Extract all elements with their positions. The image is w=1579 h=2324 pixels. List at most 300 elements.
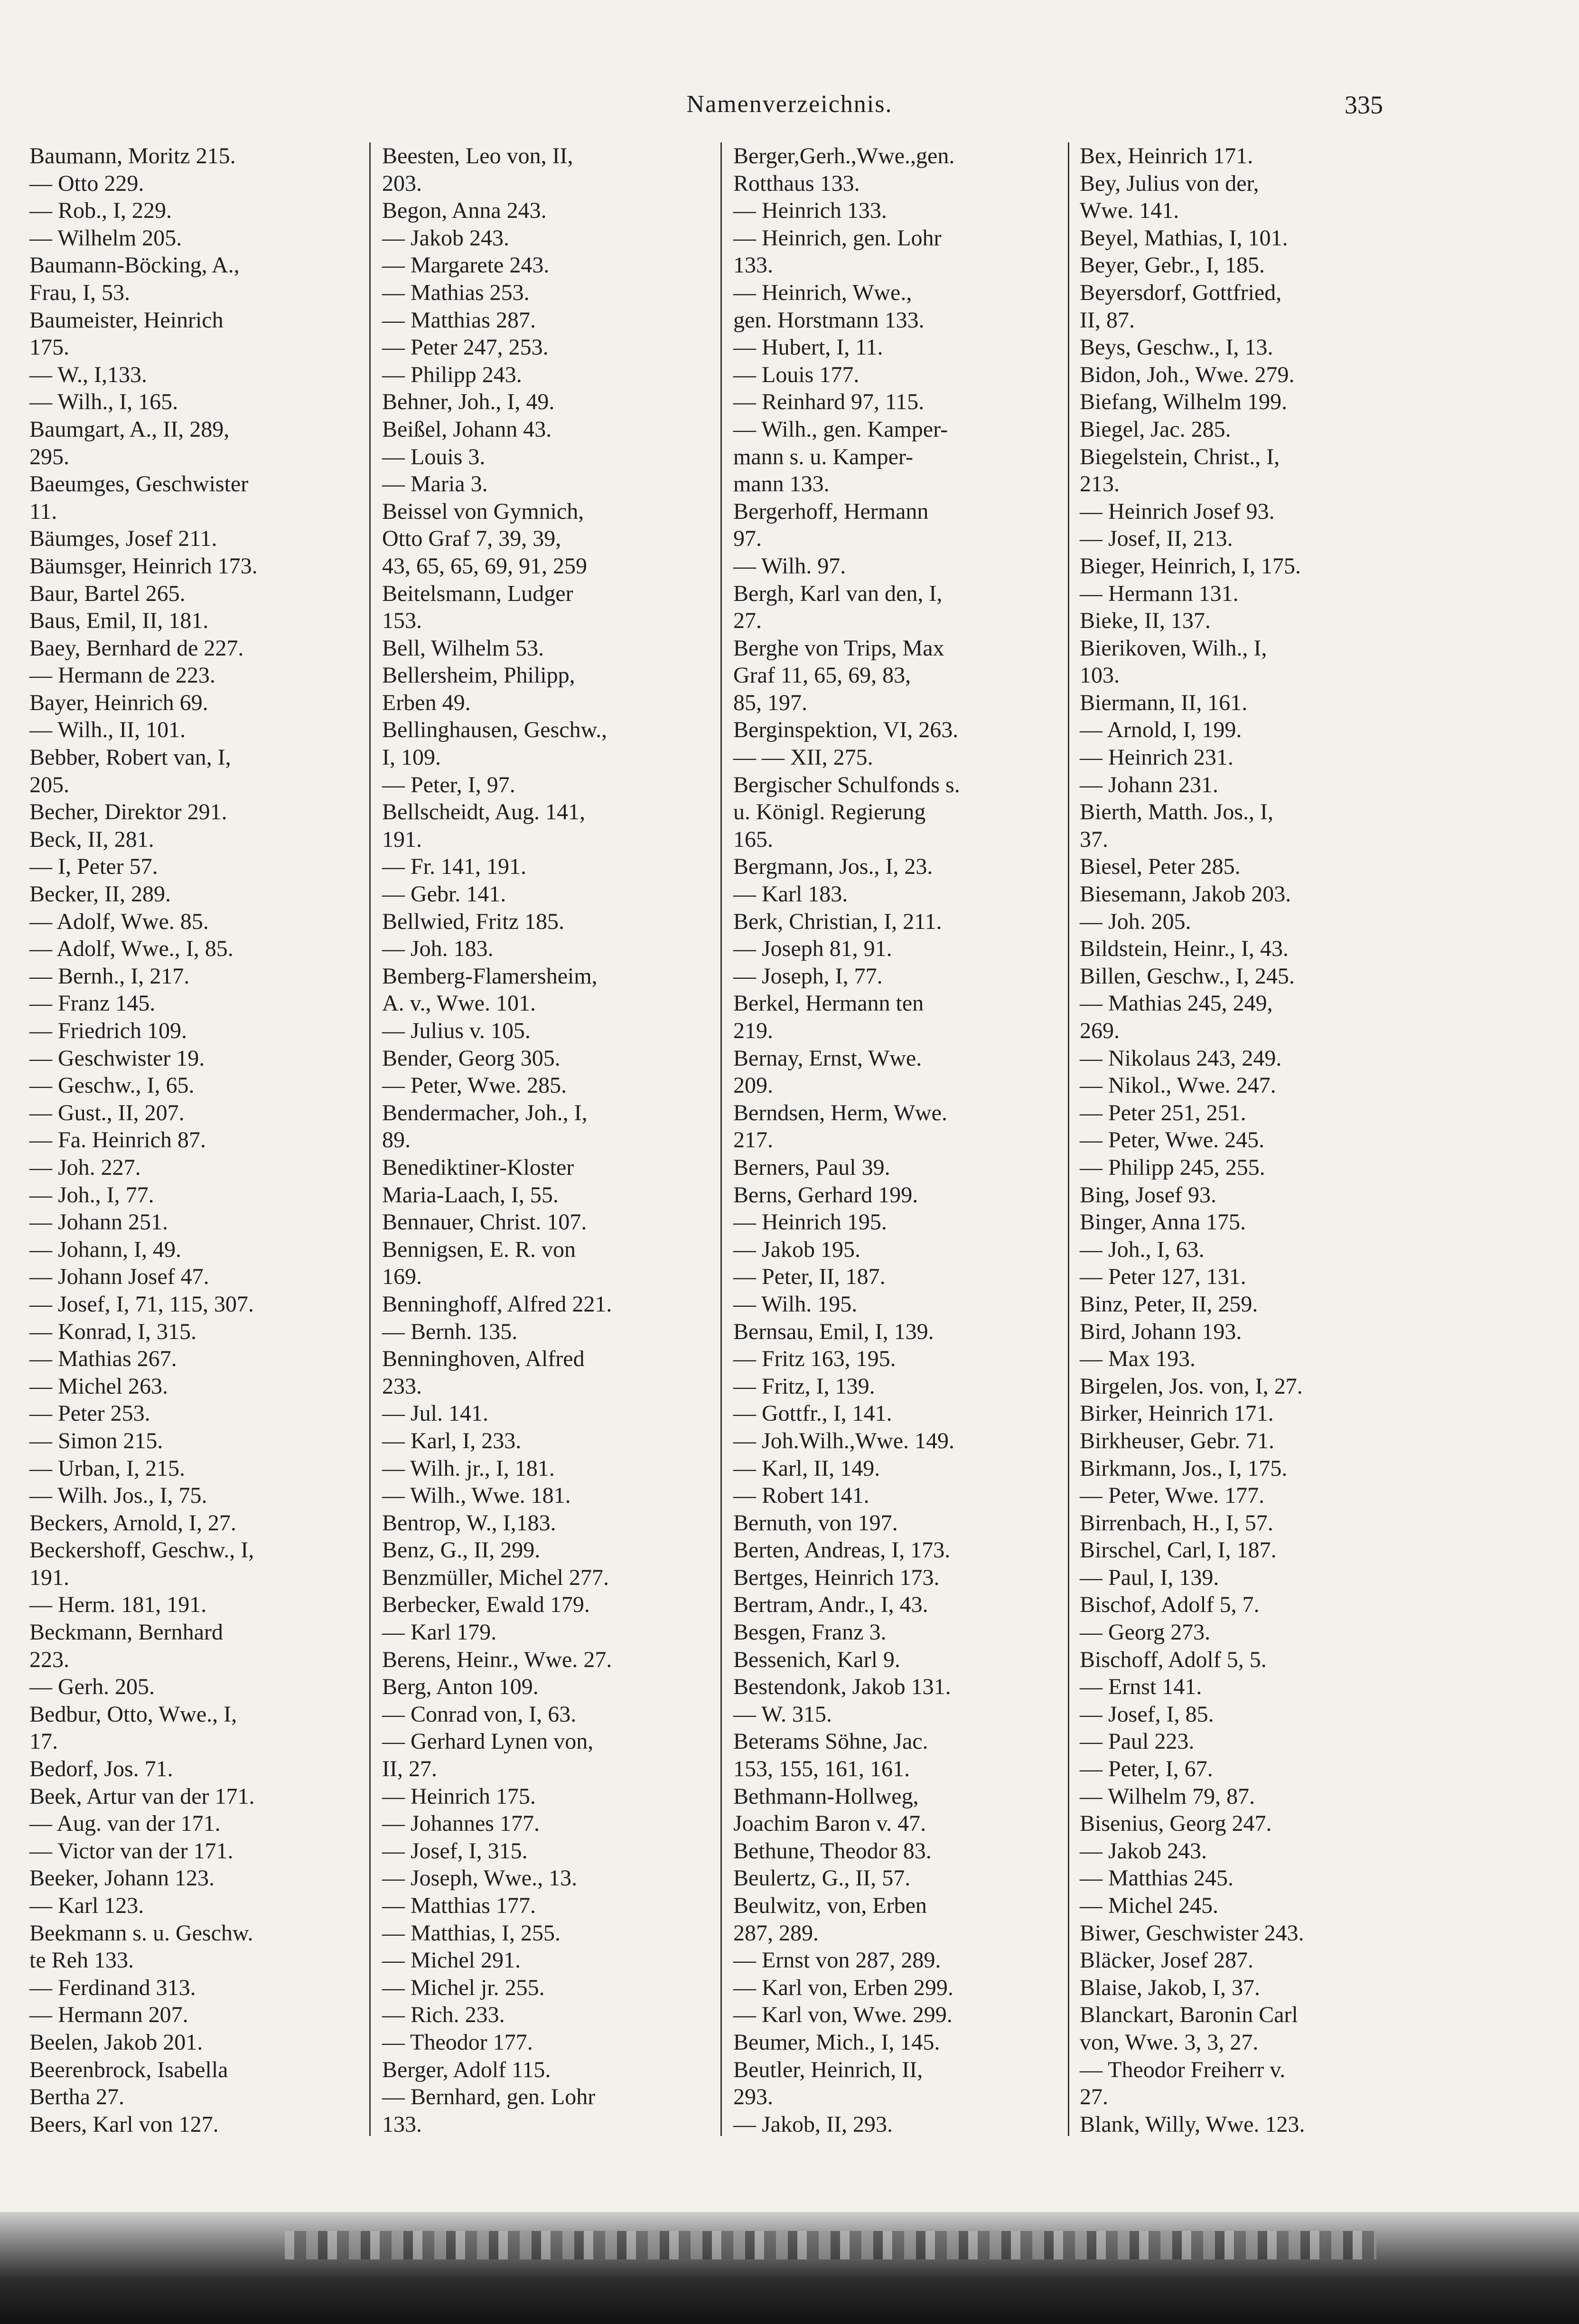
index-entry: — Josef, I, 315. bbox=[382, 1838, 528, 1864]
index-entry: Beerenbrock, Isabella bbox=[29, 2057, 228, 2082]
index-entry: 85, 197. bbox=[733, 690, 807, 715]
index-entry: Bendermacher, Joh., I, bbox=[382, 1100, 588, 1125]
index-entry: Bell, Wilhelm 53. bbox=[382, 635, 544, 661]
index-entry: 37. bbox=[1080, 826, 1108, 852]
index-entry: Baumgart, A., II, 289, bbox=[29, 416, 230, 442]
index-entry: — Hubert, I, 11. bbox=[733, 335, 883, 360]
index-entry: Bessenich, Karl 9. bbox=[733, 1647, 900, 1672]
index-entry: — Karl 123. bbox=[29, 1893, 144, 1918]
index-entry: — Urban, I, 215. bbox=[29, 1455, 185, 1481]
index-entry: — Joseph 81, 91. bbox=[733, 936, 892, 962]
index-entry: 269. bbox=[1080, 1018, 1120, 1043]
index-entry: — — XII, 275. bbox=[733, 745, 873, 770]
index-entry: Bedorf, Jos. 71. bbox=[29, 1756, 173, 1782]
index-entry: — Maria 3. bbox=[382, 471, 488, 497]
index-entry: — Hermann 207. bbox=[29, 2002, 188, 2028]
index-entry: I, 109. bbox=[382, 745, 441, 770]
index-entry: Blaise, Jakob, I, 37. bbox=[1080, 1975, 1260, 2000]
index-entry: — Johannes 177. bbox=[382, 1811, 540, 1837]
index-entry: Baur, Bartel 265. bbox=[29, 581, 186, 606]
index-entry: — Simon 215. bbox=[29, 1428, 163, 1453]
index-entry: — Julius v. 105. bbox=[382, 1018, 531, 1043]
index-entry: Beeker, Johann 123. bbox=[29, 1865, 215, 1891]
index-entry: — Peter, I, 97. bbox=[382, 772, 515, 797]
index-entry: Berginspektion, VI, 263. bbox=[733, 717, 959, 743]
index-entry: 133. bbox=[733, 253, 773, 278]
index-entry: Besgen, Franz 3. bbox=[733, 1620, 887, 1645]
index-entry: — Josef, II, 213. bbox=[1080, 526, 1233, 552]
index-entry: — Georg 273. bbox=[1080, 1620, 1211, 1645]
index-entry: — Mathias 267. bbox=[29, 1346, 177, 1372]
index-entry: — Karl 183. bbox=[733, 881, 848, 907]
index-entry: Bebber, Robert van, I, bbox=[29, 745, 231, 770]
index-entry: Maria-Laach, I, 55. bbox=[382, 1182, 559, 1208]
index-entry: Rotthaus 133. bbox=[733, 170, 860, 196]
index-entry: Benzmüller, Michel 277. bbox=[382, 1565, 609, 1590]
index-entry: II, 27. bbox=[382, 1756, 437, 1782]
index-entry: — Joseph, Wwe., 13. bbox=[382, 1865, 578, 1891]
index-entry: Blanckart, Baronin Carl bbox=[1080, 2002, 1298, 2028]
index-entry: — Gust., II, 207. bbox=[29, 1100, 185, 1125]
index-entry: Bieke, II, 137. bbox=[1080, 608, 1211, 634]
index-entry: Bethmann-Hollweg, bbox=[733, 1783, 919, 1809]
index-entry: 295. bbox=[29, 444, 69, 469]
index-entry: Bertha 27. bbox=[29, 2084, 124, 2110]
index-entry: — Matthias 245. bbox=[1080, 1865, 1233, 1891]
index-entry: — Ernst von 287, 289. bbox=[733, 1948, 941, 1973]
index-entry: — Johann Josef 47. bbox=[29, 1264, 209, 1290]
index-entry: 209. bbox=[733, 1073, 773, 1098]
index-entry: Berndsen, Herm, Wwe. bbox=[733, 1100, 947, 1125]
index-entry: — Rich. 233. bbox=[382, 2002, 505, 2028]
index-entry: Graf 11, 65, 69, 83, bbox=[733, 663, 911, 688]
index-entry: — Peter, I, 67. bbox=[1080, 1756, 1213, 1782]
column-divider bbox=[720, 142, 722, 2136]
index-entry: — Theodor Freiherr v. bbox=[1080, 2057, 1286, 2082]
index-entry: Beissel von Gymnich, bbox=[382, 498, 584, 524]
index-entry: Bertram, Andr., I, 43. bbox=[733, 1592, 928, 1618]
index-entry: — Geschw., I, 65. bbox=[29, 1073, 195, 1098]
index-entry: Bennauer, Christ. 107. bbox=[382, 1209, 587, 1235]
index-entry: Blank, Willy, Wwe. 123. bbox=[1080, 2111, 1305, 2137]
index-entry: Bieger, Heinrich, I, 175. bbox=[1080, 553, 1301, 579]
index-entry: — Bernhard, gen. Lohr bbox=[382, 2084, 596, 2110]
index-entry: — Fa. Heinrich 87. bbox=[29, 1127, 206, 1153]
index-entry: Berten, Andreas, I, 173. bbox=[733, 1537, 951, 1563]
index-entry: Beelen, Jakob 201. bbox=[29, 2029, 203, 2055]
index-entry: Berns, Gerhard 199. bbox=[733, 1182, 918, 1208]
index-entry: 287, 289. bbox=[733, 1920, 819, 1946]
index-entry: Binz, Peter, II, 259. bbox=[1080, 1291, 1258, 1317]
index-entry: — Michel 245. bbox=[1080, 1893, 1218, 1918]
index-entry: Bergh, Karl van den, I, bbox=[733, 581, 943, 606]
index-entry: Bernay, Ernst, Wwe. bbox=[733, 1045, 922, 1071]
scan-edge-strip bbox=[0, 2212, 1579, 2324]
index-entry: — Johann 231. bbox=[1080, 772, 1218, 797]
index-entry: Bird, Johann 193. bbox=[1080, 1319, 1242, 1344]
index-entry: — Peter 253. bbox=[29, 1401, 150, 1426]
index-entry: Erben 49. bbox=[382, 690, 471, 715]
index-entry: — Ernst 141. bbox=[1080, 1674, 1202, 1700]
index-entry: — Heinrich 231. bbox=[1080, 745, 1233, 770]
index-entry: Benninghoff, Alfred 221. bbox=[382, 1291, 612, 1317]
index-entry: — Karl, II, 149. bbox=[733, 1455, 880, 1481]
index-entry: Beyer, Gebr., I, 185. bbox=[1080, 253, 1265, 278]
index-entry: — Nikolaus 243, 249. bbox=[1080, 1045, 1282, 1071]
index-entry: Becker, II, 289. bbox=[29, 881, 171, 907]
index-entry: — Wilh. 195. bbox=[733, 1291, 858, 1317]
index-entry: — Bernh., I, 217. bbox=[29, 963, 190, 989]
index-entry: Bellersheim, Philipp, bbox=[382, 663, 575, 688]
index-entry: Baus, Emil, II, 181. bbox=[29, 608, 209, 634]
index-entry: Berk, Christian, I, 211. bbox=[733, 909, 942, 934]
index-entry: Wwe. 141. bbox=[1080, 198, 1179, 224]
index-entry: — Gottfr., I, 141. bbox=[733, 1401, 892, 1426]
index-entry: Biesemann, Jakob 203. bbox=[1080, 881, 1291, 907]
index-entry: Bierth, Matth. Jos., I, bbox=[1080, 799, 1273, 825]
index-entry: gen. Horstmann 133. bbox=[733, 307, 925, 333]
index-entry: — Philipp 245, 255. bbox=[1080, 1154, 1265, 1180]
index-entry: Bläcker, Josef 287. bbox=[1080, 1948, 1253, 1973]
index-entry: Bischoff, Adolf 5, 5. bbox=[1080, 1647, 1267, 1672]
index-entry: — Wilh., Wwe. 181. bbox=[382, 1483, 571, 1509]
index-entry: — Adolf, Wwe., I, 85. bbox=[29, 936, 234, 962]
index-entry: — Louis 3. bbox=[382, 444, 486, 469]
index-entry: Berg, Anton 109. bbox=[382, 1674, 539, 1700]
index-entry: — Victor van der 171. bbox=[29, 1838, 234, 1864]
index-entry: — Gerhard Lynen von, bbox=[382, 1729, 594, 1754]
index-entry: Biegel, Jac. 285. bbox=[1080, 416, 1231, 442]
index-entry: Behner, Joh., I, 49. bbox=[382, 389, 555, 415]
index-entry: Biegelstein, Christ., I, bbox=[1080, 444, 1280, 469]
index-entry: Bestendonk, Jakob 131. bbox=[733, 1674, 951, 1700]
index-entry: — Max 193. bbox=[1080, 1346, 1196, 1372]
index-entry: — Bernh. 135. bbox=[382, 1319, 518, 1344]
index-entry: — Philipp 243. bbox=[382, 362, 522, 387]
index-entry: — Josef, I, 85. bbox=[1080, 1701, 1214, 1727]
index-entry: Bethune, Theodor 83. bbox=[733, 1838, 932, 1864]
index-entry: — Ferdinand 313. bbox=[29, 1975, 196, 2000]
index-entry: Beers, Karl von 127. bbox=[29, 2111, 219, 2137]
index-entry: — Hermann de 223. bbox=[29, 663, 215, 688]
index-entry: 27. bbox=[733, 608, 762, 634]
index-entry: 11. bbox=[29, 498, 57, 524]
index-entry: — Konrad, I, 315. bbox=[29, 1319, 196, 1344]
index-entry: — W., I,133. bbox=[29, 362, 148, 387]
index-entry: 89. bbox=[382, 1127, 411, 1153]
index-entry: — Wilh. jr., I, 181. bbox=[382, 1455, 555, 1481]
index-entry: — Peter 127, 131. bbox=[1080, 1264, 1246, 1290]
index-entry: Beys, Geschw., I, 13. bbox=[1080, 335, 1273, 360]
index-entry: Beyersdorf, Gottfried, bbox=[1080, 280, 1282, 305]
index-entry: — Mathias 253. bbox=[382, 280, 530, 305]
index-entry: — Heinrich 195. bbox=[733, 1209, 887, 1235]
index-entry: — Johann 251. bbox=[29, 1209, 168, 1235]
index-entry: — Conrad von, I, 63. bbox=[382, 1701, 577, 1727]
index-entry: Bernuth, von 197. bbox=[733, 1510, 898, 1536]
index-entry: — Fritz, I, 139. bbox=[733, 1373, 875, 1399]
index-entry: 153, 155, 161, 161. bbox=[733, 1756, 910, 1782]
index-entry: Bentrop, W., I,183. bbox=[382, 1510, 556, 1536]
index-entry: Bischof, Adolf 5, 7. bbox=[1080, 1592, 1260, 1618]
index-entry: II, 87. bbox=[1080, 307, 1135, 333]
index-entry: Berkel, Hermann ten bbox=[733, 991, 924, 1016]
index-entry: — Jakob 243. bbox=[1080, 1838, 1207, 1864]
index-entry: — Reinhard 97, 115. bbox=[733, 389, 925, 415]
index-entry: mann s. u. Kamper- bbox=[733, 444, 913, 469]
index-entry: Bäumsger, Heinrich 173. bbox=[29, 553, 258, 579]
index-entry: 165. bbox=[733, 826, 773, 852]
index-column-1 bbox=[29, 142, 352, 2138]
index-entry: Bender, Georg 305. bbox=[382, 1045, 561, 1071]
index-entry: — Michel jr. 255. bbox=[382, 1975, 545, 2000]
index-entry: Biesel, Peter 285. bbox=[1080, 854, 1241, 880]
index-entry: 217. bbox=[733, 1127, 773, 1153]
index-entry: — Friedrich 109. bbox=[29, 1018, 187, 1043]
index-entry: — Joh.Wilh.,Wwe. 149. bbox=[733, 1428, 955, 1453]
index-entry: Baey, Bernhard de 227. bbox=[29, 635, 244, 661]
index-entry: Joachim Baron v. 47. bbox=[733, 1811, 926, 1837]
index-entry: Birrenbach, H., I, 57. bbox=[1080, 1510, 1273, 1536]
index-entry: Biefang, Wilhelm 199. bbox=[1080, 389, 1288, 415]
index-entry: Beyel, Mathias, I, 101. bbox=[1080, 225, 1288, 251]
index-entry: 17. bbox=[29, 1729, 58, 1754]
index-entry: Frau, I, 53. bbox=[29, 280, 130, 305]
index-entry: von, Wwe. 3, 3, 27. bbox=[1080, 2029, 1259, 2055]
index-entry: Biermann, II, 161. bbox=[1080, 690, 1248, 715]
index-entry: Becher, Direktor 291. bbox=[29, 799, 227, 825]
index-entry: — Herm. 181, 191. bbox=[29, 1592, 207, 1618]
index-entry: Berger,Gerh.,Wwe.,gen. bbox=[733, 143, 955, 169]
index-entry: Benz, G., II, 299. bbox=[382, 1537, 541, 1563]
index-entry: — Karl, I, 233. bbox=[382, 1428, 522, 1453]
index-entry: — Joseph, I, 77. bbox=[733, 963, 883, 989]
index-entry: — Johann, I, 49. bbox=[29, 1237, 181, 1262]
index-entry: Birkmann, Jos., I, 175. bbox=[1080, 1455, 1288, 1481]
index-entry: — Karl von, Erben 299. bbox=[733, 1975, 953, 2000]
index-entry: — Peter, Wwe. 285. bbox=[382, 1073, 567, 1098]
index-entry: 175. bbox=[29, 335, 69, 360]
index-entry: Bellscheidt, Aug. 141, bbox=[382, 799, 585, 825]
index-entry: — Heinrich 133. bbox=[733, 198, 887, 224]
index-entry: — Michel 263. bbox=[29, 1373, 168, 1399]
page-title: Namenverzeichnis. bbox=[686, 91, 893, 118]
index-entry: — Peter, Wwe. 177. bbox=[1080, 1483, 1265, 1509]
index-entry: Bennigsen, E. R. von bbox=[382, 1237, 576, 1262]
index-column-2 bbox=[382, 142, 705, 2138]
index-entry: 191. bbox=[382, 826, 422, 852]
index-entry: — Jul. 141. bbox=[382, 1401, 489, 1426]
index-entry: — Heinrich 175. bbox=[382, 1783, 536, 1809]
page-number: 335 bbox=[1345, 91, 1383, 119]
index-entry: — Jakob, II, 293. bbox=[733, 2111, 893, 2137]
index-entry: — Wilhelm 79, 87. bbox=[1080, 1783, 1255, 1809]
index-entry: — Heinrich, Wwe., bbox=[733, 280, 912, 305]
index-entry: A. v., Wwe. 101. bbox=[382, 991, 536, 1016]
index-entry: Bidon, Joh., Wwe. 279. bbox=[1080, 362, 1295, 387]
index-entry: — I, Peter 57. bbox=[29, 854, 158, 880]
index-entry: — W. 315. bbox=[733, 1701, 832, 1727]
index-entry: Beulwitz, von, Erben bbox=[733, 1893, 927, 1918]
index-entry: — Mathias 245, 249, bbox=[1080, 991, 1273, 1016]
index-entry: 103. bbox=[1080, 663, 1120, 688]
index-entry: 153. bbox=[382, 608, 422, 634]
index-entry: Beulertz, G., II, 57. bbox=[733, 1865, 911, 1891]
index-entry: 169. bbox=[382, 1264, 422, 1290]
index-entry: Berbecker, Ewald 179. bbox=[382, 1592, 590, 1618]
index-entry: — Matthias, I, 255. bbox=[382, 1920, 561, 1946]
index-entry: — Peter 247, 253. bbox=[382, 335, 549, 360]
index-entry: Bey, Julius von der, bbox=[1080, 170, 1259, 196]
index-entry: — Hermann 131. bbox=[1080, 581, 1239, 606]
index-entry: Baumann, Moritz 215. bbox=[29, 143, 236, 169]
index-entry: Birkheuser, Gebr. 71. bbox=[1080, 1428, 1274, 1453]
index-entry: Beterams Söhne, Jac. bbox=[733, 1729, 928, 1754]
index-entry: Berger, Adolf 115. bbox=[382, 2057, 551, 2082]
index-entry: — Heinrich, gen. Lohr bbox=[733, 225, 942, 251]
index-entry: — Wilh. 97. bbox=[733, 553, 846, 579]
index-entry: — Franz 145. bbox=[29, 991, 156, 1016]
index-entry: Beumer, Mich., I, 145. bbox=[733, 2029, 940, 2055]
index-entry: Beitelsmann, Ludger bbox=[382, 581, 573, 606]
index-entry: Birschel, Carl, I, 187. bbox=[1080, 1537, 1277, 1563]
index-entry: — Wilh., gen. Kamper- bbox=[733, 416, 948, 442]
index-entry: Birgelen, Jos. von, I, 27. bbox=[1080, 1373, 1303, 1399]
index-entry: — Margarete 243. bbox=[382, 253, 550, 278]
index-column-3 bbox=[733, 142, 1056, 2138]
index-entry: 233. bbox=[382, 1373, 422, 1399]
index-entry: — Fr. 141, 191. bbox=[382, 854, 527, 880]
index-entry: Berens, Heinr., Wwe. 27. bbox=[382, 1647, 612, 1672]
index-entry: — Karl 179. bbox=[382, 1620, 497, 1645]
index-entry: — Jakob 195. bbox=[733, 1237, 860, 1262]
index-entry: — Nikol., Wwe. 247. bbox=[1080, 1073, 1276, 1098]
index-entry: — Joh. 183. bbox=[382, 936, 494, 962]
index-column-4 bbox=[1080, 142, 1402, 2138]
index-entry: — Theodor 177. bbox=[382, 2029, 533, 2055]
index-entry: — Adolf, Wwe. 85. bbox=[29, 909, 209, 934]
index-entry: Bisenius, Georg 247. bbox=[1080, 1811, 1272, 1837]
index-entry: Beißel, Johann 43. bbox=[382, 416, 552, 442]
index-entry: — Heinrich Josef 93. bbox=[1080, 498, 1275, 524]
index-entry: Beckershoff, Geschw., I, bbox=[29, 1537, 254, 1563]
index-entry: — Jakob 243. bbox=[382, 225, 509, 251]
column-divider bbox=[369, 142, 371, 2136]
index-entry: Baeumges, Geschwister bbox=[29, 471, 249, 497]
index-entry: — Josef, I, 71, 115, 307. bbox=[29, 1291, 254, 1317]
index-entry: — Karl von, Wwe. 299. bbox=[733, 2002, 953, 2028]
index-entry: Bernsau, Emil, I, 139. bbox=[733, 1319, 934, 1344]
index-entry: Baumann-Böcking, A., bbox=[29, 253, 240, 278]
index-entry: Bex, Heinrich 171. bbox=[1080, 143, 1253, 169]
index-entry: — Matthias 177. bbox=[382, 1893, 536, 1918]
index-entry: — Robert 141. bbox=[733, 1483, 869, 1509]
index-entry: — Wilh. Jos., I, 75. bbox=[29, 1483, 207, 1509]
index-entry: — Gebr. 141. bbox=[382, 881, 506, 907]
index-entry: Bemberg-Flamersheim, bbox=[382, 963, 598, 989]
index-entry: — Arnold, I, 199. bbox=[1080, 717, 1242, 743]
index-entry: Bergmann, Jos., I, 23. bbox=[733, 854, 933, 880]
index-entry: — Paul 223. bbox=[1080, 1729, 1195, 1754]
index-entry: Bayer, Heinrich 69. bbox=[29, 690, 208, 715]
index-entry: Bellinghausen, Geschw., bbox=[382, 717, 607, 743]
index-entry: Berners, Paul 39. bbox=[733, 1154, 890, 1180]
index-entry: — Joh. 227. bbox=[29, 1154, 141, 1180]
index-entry: Otto Graf 7, 39, 39, bbox=[382, 526, 561, 552]
index-entry: — Gerh. 205. bbox=[29, 1674, 155, 1700]
index-entry: Bellwied, Fritz 185. bbox=[382, 909, 564, 934]
index-entry: — Wilh., I, 165. bbox=[29, 389, 178, 415]
index-entry: u. Königl. Regierung bbox=[733, 799, 926, 825]
index-entry: — Joh., I, 63. bbox=[1080, 1237, 1205, 1262]
index-entry: — Michel 291. bbox=[382, 1948, 521, 1973]
index-entry: Bergerhoff, Hermann bbox=[733, 498, 929, 524]
index-entry: — Peter, Wwe. 245. bbox=[1080, 1127, 1265, 1153]
index-entry: Bildstein, Heinr., I, 43. bbox=[1080, 936, 1289, 962]
index-entry: Beekmann s. u. Geschw. bbox=[29, 1920, 253, 1946]
scan-artifact bbox=[285, 2231, 1376, 2259]
index-entry: Beesten, Leo von, II, bbox=[382, 143, 573, 169]
index-entry: Bertges, Heinrich 173. bbox=[733, 1565, 940, 1590]
index-entry: Beutler, Heinrich, II, bbox=[733, 2057, 923, 2082]
index-entry: Beek, Artur van der 171. bbox=[29, 1783, 255, 1809]
index-entry: te Reh 133. bbox=[29, 1948, 134, 1973]
index-entry: Berghe von Trips, Max bbox=[733, 635, 944, 661]
index-entry: — Joh. 205. bbox=[1080, 909, 1191, 934]
index-entry: — Peter, II, 187. bbox=[733, 1264, 886, 1290]
index-entry: 97. bbox=[733, 526, 762, 552]
index-entry: Beckers, Arnold, I, 27. bbox=[29, 1510, 236, 1536]
index-entry: — Aug. van der 171. bbox=[29, 1811, 221, 1837]
column-divider bbox=[1068, 142, 1069, 2136]
index-entry: mann 133. bbox=[733, 471, 830, 497]
index-entry: Bergischer Schulfonds s. bbox=[733, 772, 960, 797]
index-entry: 43, 65, 65, 69, 91, 259 bbox=[382, 553, 587, 579]
index-entry: Billen, Geschw., I, 245. bbox=[1080, 963, 1295, 989]
index-entry: — Otto 229. bbox=[29, 170, 144, 196]
index-entry: 203. bbox=[382, 170, 422, 196]
index-entry: — Rob., I, 229. bbox=[29, 198, 172, 224]
index-entry: 213. bbox=[1080, 471, 1120, 497]
index-entry: — Louis 177. bbox=[733, 362, 860, 387]
index-entry: Bierikoven, Wilh., I, bbox=[1080, 635, 1267, 661]
index-entry: 223. bbox=[29, 1647, 69, 1672]
index-entry: Bäumges, Josef 211. bbox=[29, 526, 217, 552]
index-entry: Bedbur, Otto, Wwe., I, bbox=[29, 1701, 237, 1727]
index-entry: — Wilh., II, 101. bbox=[29, 717, 186, 743]
index-entry: Baumeister, Heinrich bbox=[29, 307, 224, 333]
index-entry: — Joh., I, 77. bbox=[29, 1182, 154, 1208]
index-entry: 133. bbox=[382, 2111, 422, 2137]
index-entry: Bing, Josef 93. bbox=[1080, 1182, 1216, 1208]
index-entry: Binger, Anna 175. bbox=[1080, 1209, 1246, 1235]
index-entry: — Matthias 287. bbox=[382, 307, 536, 333]
index-entry: — Peter 251, 251. bbox=[1080, 1100, 1246, 1125]
page-header bbox=[0, 90, 1579, 123]
index-entry: — Geschwister 19. bbox=[29, 1045, 205, 1071]
index-entry: Beckmann, Bernhard bbox=[29, 1620, 223, 1645]
index-entry: Begon, Anna 243. bbox=[382, 198, 547, 224]
index-entry: Beck, II, 281. bbox=[29, 826, 154, 852]
index-entry: 293. bbox=[733, 2084, 773, 2110]
index-entry: Benediktiner-Kloster bbox=[382, 1154, 574, 1180]
index-entry: — Fritz 163, 195. bbox=[733, 1346, 896, 1372]
index-entry: 191. bbox=[29, 1565, 69, 1590]
index-entry: 205. bbox=[29, 772, 69, 797]
index-entry: 219. bbox=[733, 1018, 773, 1043]
index-entry: Benninghoven, Alfred bbox=[382, 1346, 585, 1372]
index-entry: 27. bbox=[1080, 2084, 1108, 2110]
